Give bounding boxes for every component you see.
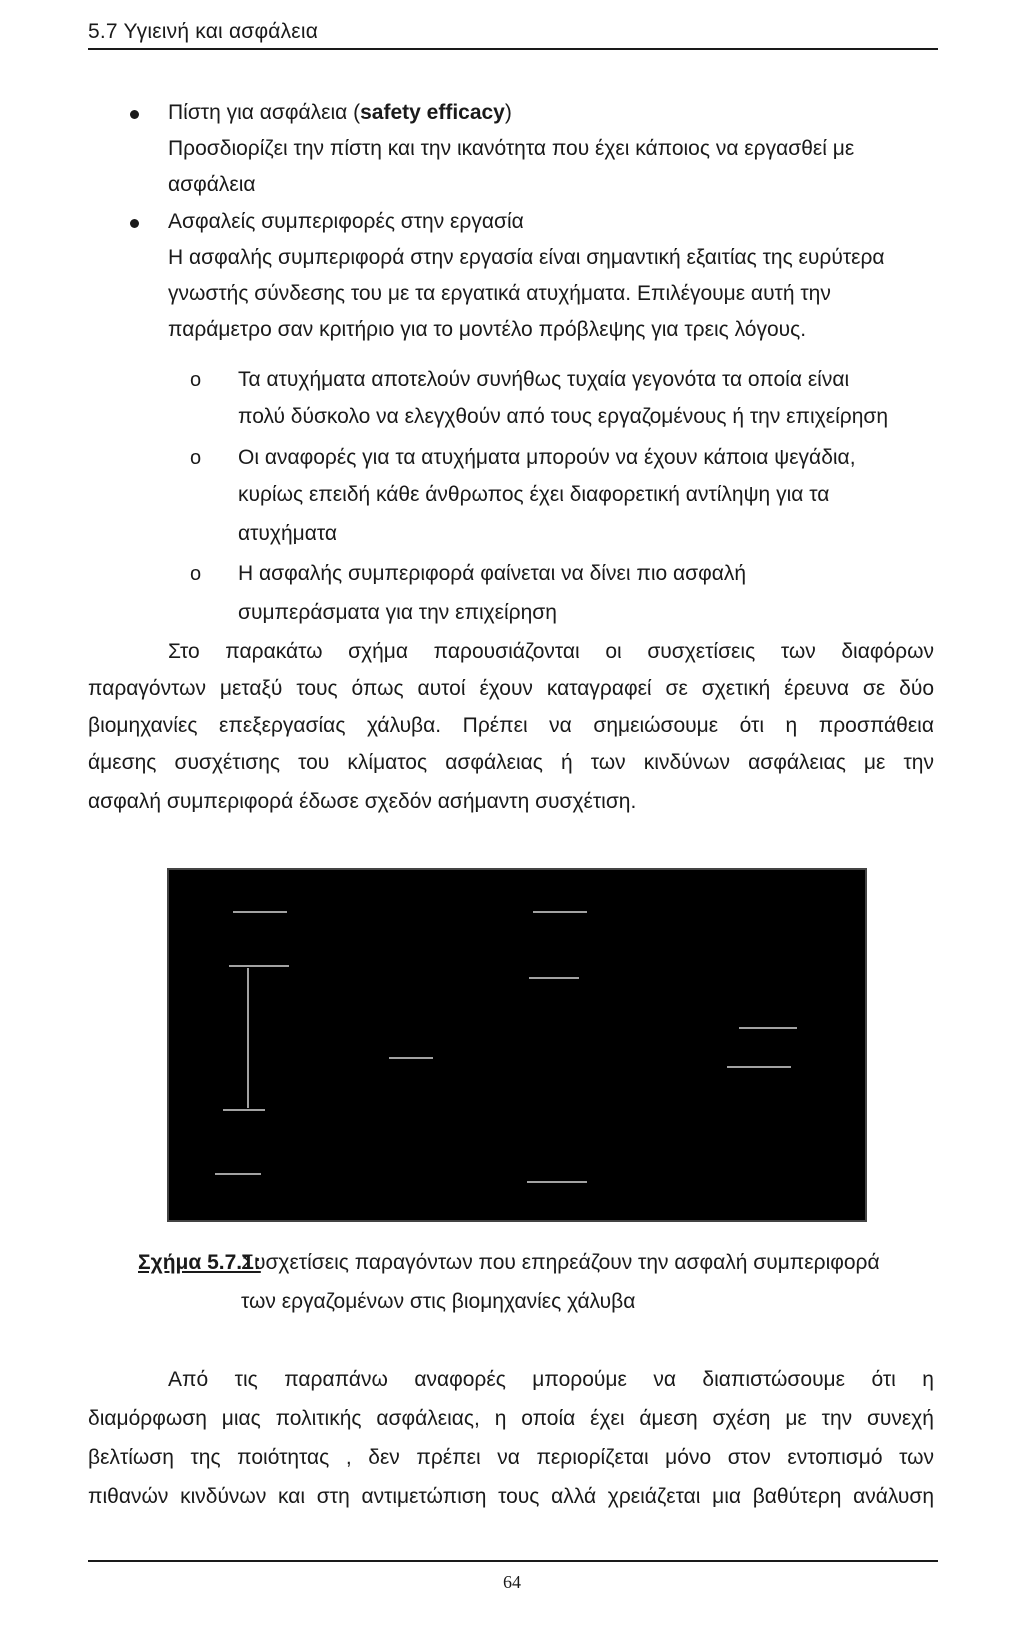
bullet2-line: γνωστής σύνδεσης του με τα εργατικά ατυχήματα. Επιλέγουμε αυτή την <box>168 282 831 305</box>
bullet2-line: παράμετρο σαν κριτήριο για το μοντέλο πρόβλεψης για τρεις λόγους. <box>168 318 807 341</box>
paragraph1-line: άμεσης συσχέτισης του κλίματος ασφάλειας ή των κινδύνων ασφάλειας με την <box>88 751 934 774</box>
paragraph1-line: ασφαλή συμπεριφορά έδωσε σχεδόν ασήμαντη συσχέτιση. <box>88 790 637 813</box>
sub-item-line: Η ασφαλής συμπεριφορά φαίνεται να δίνει πιο ασφαλή <box>238 562 747 585</box>
figure-caption-line: Συσχετίσεις παραγόντων που επηρεάζουν την ασφαλή συμπεριφορά <box>241 1251 880 1274</box>
bullet2-line: Η ασφαλής συμπεριφορά στην εργασία είναι σημαντική εξαιτίας της ευρύτερα <box>168 246 885 269</box>
paragraph2-line: βελτίωση της ποιότητας , δεν πρέπει να περιορίζεται μόνο στον εντοπισμό των <box>88 1446 934 1469</box>
header-divider <box>88 48 938 50</box>
sub-item-line: συμπεράσματα για την επιχείρηση <box>238 601 557 624</box>
figure-label: Σχήμα 5.7.1: <box>138 1251 261 1274</box>
bullet1-title-plain: Πίστη για ασφάλεια ( <box>168 101 361 124</box>
paragraph1-line: παραγόντων μεταξύ τους όπως αυτοί έχουν καταγραφεί σε σχετική έρευνα σε δύο <box>88 677 934 700</box>
bullet1-line: ασφάλεια <box>168 173 256 196</box>
sub-item-line: ατυχήματα <box>238 522 338 545</box>
sub-bullet-marker: o <box>190 369 202 391</box>
sub-bullet-marker: o <box>190 447 202 469</box>
sub-item-line: Οι αναφορές για τα ατυχήματα μπορούν να έχουν κάποια ψεγάδια, <box>238 446 856 469</box>
sub-bullet-marker: o <box>190 563 202 585</box>
bullet-dot <box>130 110 139 119</box>
bullet1-title <box>168 100 512 126</box>
page-number: 64 <box>503 1572 521 1592</box>
paragraph1-line: Στο παρακάτω σχήμα παρουσιάζονται οι συσχετίσεις των διαφόρων <box>168 640 934 663</box>
sub-item-line: Τα ατυχήματα αποτελούν συνήθως τυχαία γεγονότα τα οποία είναι <box>238 368 850 391</box>
bullet1-line: Προσδιορίζει την πίστη και την ικανότητα που έχει κάποιος να εργασθεί με <box>168 137 855 160</box>
paragraph2-line: Από τις παραπάνω αναφορές μπορούμε να διαπιστώσουμε ότι η <box>168 1368 934 1391</box>
sub-item-line: κυρίως επειδή κάθε άνθρωπος έχει διαφορετική αντίληψη για τα <box>238 483 830 506</box>
bullet2-title: Ασφαλείς συμπεριφορές στην εργασία <box>168 210 524 233</box>
bullet-dot <box>130 219 139 228</box>
paragraph2-line: διαμόρφωση μιας πολιτικής ασφάλειας, η οποία έχει άμεση σχέση με την συνεχή <box>88 1407 934 1430</box>
section-header: 5.7 Υγιεινή και ασφάλεια <box>88 20 319 43</box>
bullet1-title-bold: safety efficacy <box>360 101 505 124</box>
figure-marks <box>169 870 865 1220</box>
paragraph1-line: βιομηχανίες επεξεργασίας χάλυβα. Πρέπει να σημειώσουμε ότι η προσπάθεια <box>88 714 934 737</box>
paragraph2-line: πιθανών κινδύνων και στη αντιμετώπιση τους αλλά χρειάζεται μια βαθύτερη ανάλυση <box>88 1485 934 1508</box>
figure-diagram <box>167 868 867 1222</box>
figure-caption-line: των εργαζομένων στις βιομηχανίες χάλυβα <box>241 1290 636 1313</box>
sub-item-line: πολύ δύσκολο να ελεγχθούν από τους εργαζομένους ή την επιχείρηση <box>238 405 889 428</box>
bullet1-title-end: ) <box>504 101 512 124</box>
footer-divider <box>88 1560 938 1562</box>
